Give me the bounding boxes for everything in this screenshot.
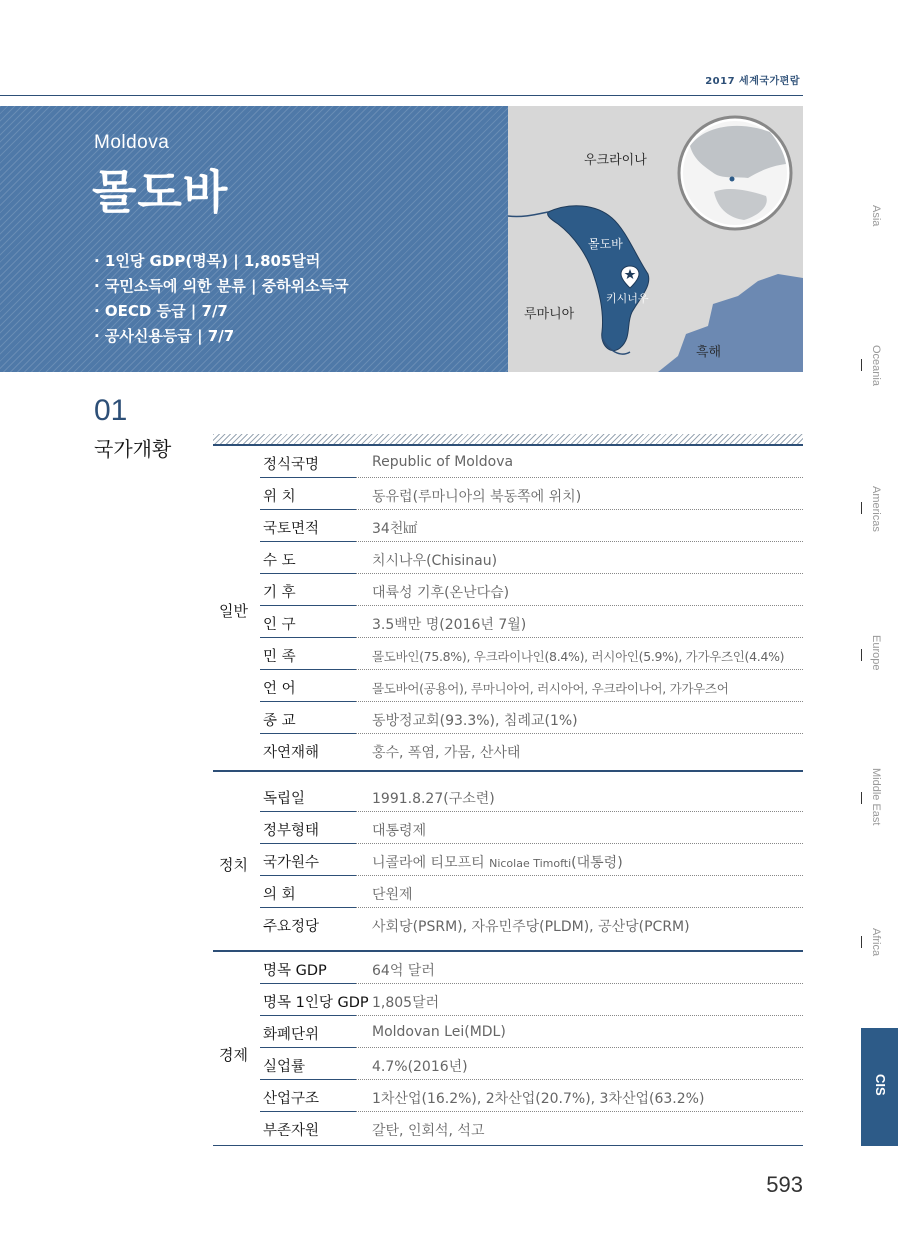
table-row [260,876,803,908]
table-row [260,574,803,606]
highlight-credit: · 공사신용등급 | 7/7 [94,327,235,345]
side-tab-americas[interactable] [858,486,898,546]
head-of-state-en: Nicolae Timofti [489,857,572,870]
row-label: 정식국명 [263,457,320,473]
side-tab-africa[interactable] [858,928,898,988]
row-label: 실업률 [263,1059,306,1075]
side-tab-oceania[interactable] [858,345,898,405]
row-label: 독립일 [263,791,306,807]
row-label: 언 어 [263,681,296,697]
row-label: 인 구 [263,617,296,633]
row-value: 갈탄, 인회석, 석고 [372,1123,485,1139]
map-label-black-sea: 흑해 [696,345,722,360]
table-row [260,510,803,542]
row-value: 4.7%(2016년) [372,1059,468,1075]
row-label: 국토면적 [263,521,320,537]
row-value [372,852,623,872]
side-tab-marker [861,649,862,661]
row-value: 치시나우(Chisinau) [372,553,498,569]
side-tab-label: Oceania [870,345,882,386]
map-label-moldova: 몰도바 [588,237,623,251]
map-label-capital: 키시너우 [606,292,649,305]
highlight-oecd: · OECD 등급 | 7/7 [94,302,228,320]
section-number: 01 [94,394,128,427]
side-tab-middle-east[interactable] [858,768,898,838]
row-value: 1,805달러 [372,995,440,1011]
black-sea-shape [658,274,803,372]
side-tab-europe[interactable] [858,635,898,695]
table-row [260,1080,803,1112]
side-tab-cis-active[interactable] [861,1028,898,1146]
row-label: 민 족 [263,649,296,665]
row-value: 3.5백만 명(2016년 7월) [372,617,527,633]
table-row [260,1048,803,1080]
country-name-ko: 몰도바 [92,165,229,219]
map-graphic [508,106,803,372]
row-value: 동방정교회(93.3%), 침례교(1%) [372,713,578,729]
group-category-label: 일반 [219,602,248,620]
highlight-income-class: · 국민소득에 의한 분류 | 중하위소득국 [94,277,349,295]
group-category-label: 경제 [219,1046,248,1064]
table-row [260,606,803,638]
table-row [260,446,803,478]
row-value: 사회당(PSRM), 자유민주당(PLDM), 공산당(PCRM) [372,919,690,935]
row-label: 의 회 [263,887,296,903]
side-tab-marker [861,359,862,371]
table-row [260,780,803,812]
row-label: 자연재해 [263,745,320,761]
country-name-en: Moldova [94,132,170,153]
section-title: 국가개황 [94,437,172,461]
side-tab-marker [861,502,862,514]
row-label: 화폐단위 [263,1027,320,1043]
row-label: 주요정당 [263,919,320,935]
row-value: 홍수, 폭염, 가뭄, 산사태 [372,745,521,761]
row-label: 국가원수 [263,855,320,871]
row-value: 단원제 [372,887,413,903]
country-highlights [94,249,349,349]
table-row [260,952,803,984]
table-row [260,908,803,940]
row-value: 대통령제 [372,823,427,839]
table-row [260,984,803,1016]
map-label-ukraine: 우크라이나 [584,153,647,168]
table-row [260,638,803,670]
side-tab-label: Middle East [870,768,882,826]
location-map [508,106,803,372]
table-row [260,734,803,766]
row-value: 1991.8.27(구소련) [372,791,495,807]
table-row [260,478,803,510]
row-label: 명목 1인당 GDP [263,995,369,1011]
book-title: 2017 세계국가편람 [705,76,800,87]
row-value: 몰도바인(75.8%), 우크라이나인(8.4%), 러시아인(5.9%), 가가우즈인(4.4%) [372,649,785,664]
row-value: 몰도바어(공용어), 루마니아어, 러시아어, 우크라이나어, 가가우즈어 [372,681,729,696]
row-value: 1차산업(16.2%), 2차산업(20.7%), 3차산업(63.2%) [372,1091,705,1107]
side-tab-marker [861,792,862,804]
row-value: Moldovan Lei(MDL) [372,1024,506,1040]
side-tab-label: Asia [870,205,882,227]
row-label: 부존자원 [263,1123,320,1139]
country-banner [0,106,508,372]
table-row [260,1112,803,1144]
page-number: 593 [766,1172,803,1197]
table-row [260,702,803,734]
row-label: 산업구조 [263,1091,320,1107]
row-label: 수 도 [263,553,296,569]
row-value: Republic of Moldova [372,454,514,470]
head-of-state-title: (대통령) [571,855,623,871]
table-row [260,542,803,574]
side-tab-label: Europe [870,635,882,671]
side-tab-label: Americas [870,486,882,532]
row-label: 명목 GDP [263,963,327,979]
row-label: 기 후 [263,585,296,601]
side-tab-label: CIS [873,1074,888,1096]
border-line [508,212,548,217]
row-value: 대륙성 기후(온난다습) [372,585,510,601]
side-tab-asia[interactable] [858,205,898,265]
table-bottom-rule [213,1145,803,1146]
row-value: 34천㎢ [372,521,418,537]
group-general [213,444,803,770]
row-label: 위 치 [263,489,296,505]
row-value: 64억 달러 [372,963,435,979]
group-top-line [213,770,803,772]
globe-inset [679,117,791,229]
table-row [260,844,803,876]
table-row [260,1016,803,1048]
group-category-label: 정치 [219,856,248,874]
row-label: 종 교 [263,713,296,729]
row-value: 동유럽(루마니아의 북동쪽에 위치) [372,489,582,505]
highlight-gdp: · 1인당 GDP(명목) | 1,805달러 [94,252,321,270]
side-tab-label: Africa [870,928,882,957]
head-of-state-ko: 니콜라에 티모프티 [372,855,490,871]
group-politics [213,770,803,942]
map-label-romania: 루마니아 [524,307,575,322]
group-economy [213,950,803,1145]
side-tab-marker [861,936,862,948]
table-row [260,670,803,702]
top-rule [0,95,803,96]
row-label: 정부형태 [263,823,320,839]
table-row [260,812,803,844]
section-hatch-divider [213,434,803,444]
